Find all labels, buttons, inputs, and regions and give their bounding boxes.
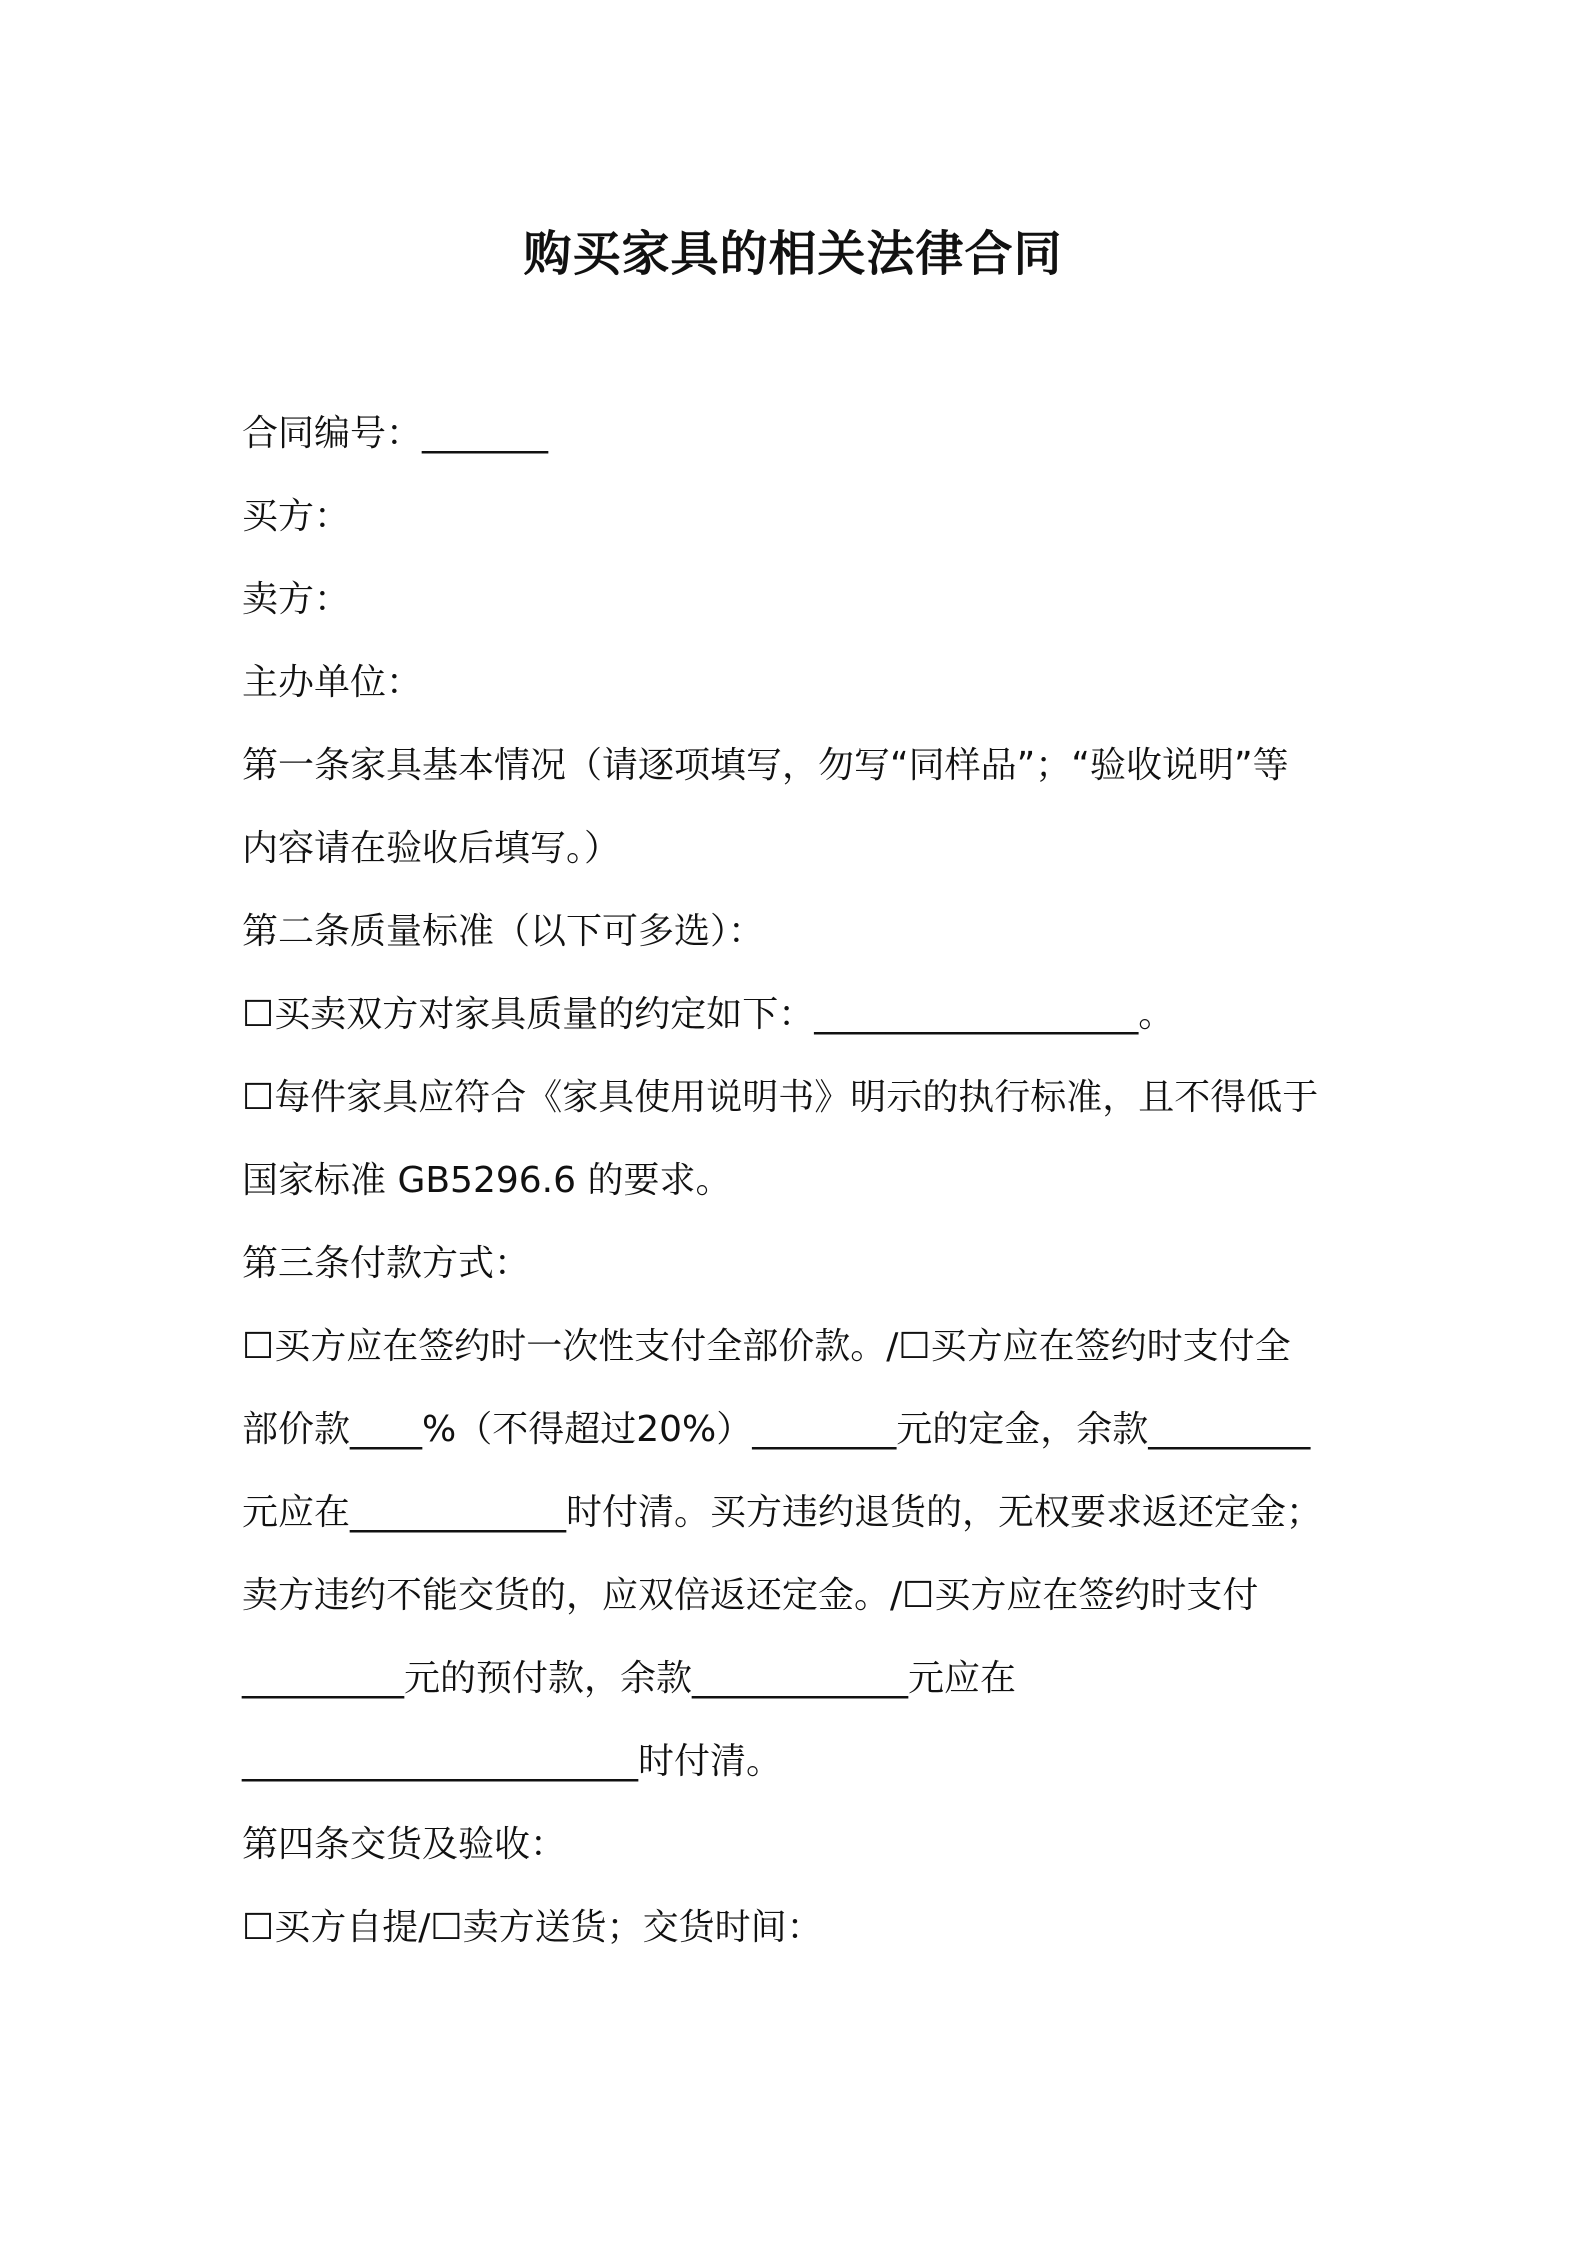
document-body xyxy=(242,407,1362,1984)
seller-line: 卖方： xyxy=(242,579,351,620)
article-2-option-2-line-1: ☐每件家具应符合《家具使用说明书》明示的执行标准，且不得低于 xyxy=(242,1077,1319,1118)
article-1-line-1: 第一条家具基本情况（请逐项填写，勿写“同样品”；“验收说明”等 xyxy=(242,745,1289,786)
article-3-heading: 第三条付款方式： xyxy=(242,1243,531,1284)
article-3-line-3: 元应在____________时付清。买方违约退货的，无权要求返还定金； xyxy=(242,1492,1323,1533)
article-3-line-6: ______________________时付清。 xyxy=(242,1741,783,1782)
article-1-line-2: 内容请在验收后填写。） xyxy=(242,828,621,869)
article-4-heading: 第四条交货及验收： xyxy=(242,1824,567,1865)
article-3-line-4: 卖方违约不能交货的，应双倍返还定金。/☐买方应在签约时支付 xyxy=(242,1575,1259,1616)
article-2-heading: 第二条质量标准（以下可多选）： xyxy=(242,911,765,952)
article-3-line-1: ☐买方应在签约时一次性支付全部价款。/☐买方应在签约时支付全 xyxy=(242,1326,1291,1367)
buyer-line: 买方： xyxy=(242,496,351,537)
document-title: 购买家具的相关法律合同 xyxy=(523,226,1063,282)
article-2-option-2-line-2: 国家标准 GB5296.6 的要求。 xyxy=(242,1160,732,1201)
article-3-line-5: _________元的预付款，余款____________元应在 xyxy=(242,1658,1017,1699)
article-4-line-1: ☐买方自提/☐卖方送货；交货时间： xyxy=(242,1907,823,1948)
contract-number-line: 合同编号：_______ xyxy=(242,413,549,454)
article-2-option-1: ☐买卖双方对家具质量的约定如下：__________________。 xyxy=(242,994,1175,1035)
organizer-line: 主办单位： xyxy=(242,662,423,703)
article-3-line-2: 部价款____%（不得超过20%）________元的定金，余款_________ xyxy=(242,1409,1311,1450)
